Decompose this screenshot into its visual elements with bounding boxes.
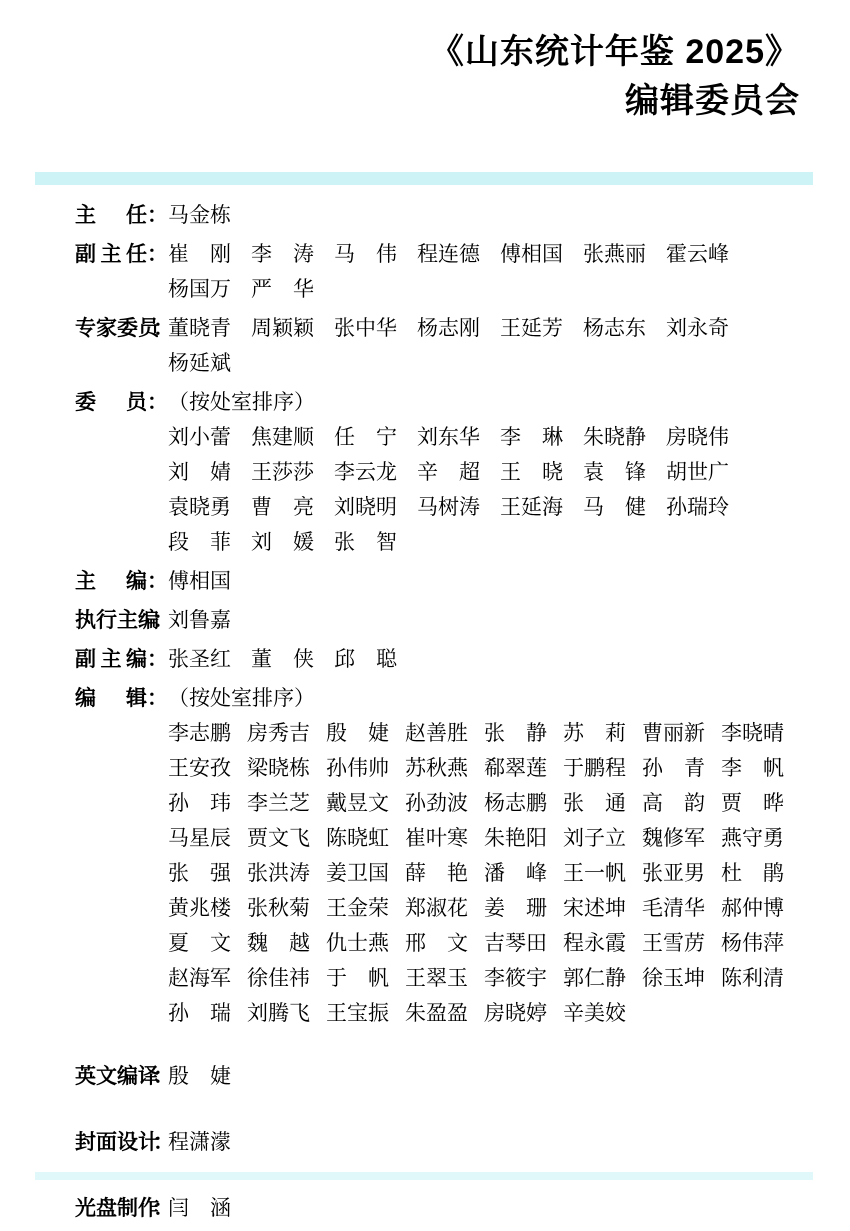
role-group-committee-members bbox=[75, 383, 815, 558]
role-row bbox=[75, 453, 815, 488]
top-accent-bar bbox=[35, 172, 813, 185]
role-row bbox=[75, 889, 815, 924]
person-name: 杨志鹏 bbox=[484, 790, 547, 815]
role-label-director bbox=[75, 199, 168, 229]
person-name: 殷婕 bbox=[168, 1064, 231, 1088]
role-label-colon: ： bbox=[147, 686, 168, 710]
person-name: 王翠玉 bbox=[405, 965, 468, 990]
person-name: 张洪涛 bbox=[247, 860, 310, 885]
person-name: 陈晓虹 bbox=[326, 825, 389, 850]
role-row bbox=[75, 854, 815, 889]
person-name: 马健 bbox=[583, 494, 646, 519]
person-name: 仇士燕 bbox=[326, 930, 389, 955]
person-name: 霍云峰 bbox=[666, 241, 729, 266]
role-row bbox=[75, 196, 815, 231]
person-name: 郑淑花 bbox=[405, 895, 468, 920]
person-name: 马伟 bbox=[334, 241, 397, 266]
person-name: 王宝振 bbox=[326, 1000, 389, 1025]
role-label-text: 副主任 bbox=[75, 242, 147, 266]
person-name: 房晓婷 bbox=[484, 1000, 547, 1025]
role-label-colon: ： bbox=[153, 608, 174, 632]
person-name: 张智 bbox=[334, 529, 397, 554]
role-row bbox=[75, 418, 815, 453]
role-label-english-translation bbox=[75, 1060, 174, 1090]
person-name: 崔刚 bbox=[168, 241, 231, 266]
person-name: 房秀吉 bbox=[247, 720, 310, 745]
person-name: 孙玮 bbox=[168, 790, 231, 815]
person-name: 孙青 bbox=[642, 755, 705, 780]
person-name: 马金栋 bbox=[168, 202, 231, 227]
role-row bbox=[75, 994, 815, 1029]
role-label-expert-committee bbox=[75, 312, 174, 342]
role-row bbox=[75, 383, 815, 418]
role-label-deputy-directors bbox=[75, 238, 168, 268]
person-name: 王一帆 bbox=[563, 860, 626, 885]
role-row bbox=[75, 749, 815, 784]
role-row bbox=[75, 959, 815, 994]
person-name: 曹丽新 bbox=[642, 720, 705, 745]
role-label-colon: ： bbox=[153, 1065, 174, 1088]
person-name: 曹亮 bbox=[251, 494, 314, 519]
person-name: 刘永奇 bbox=[666, 315, 729, 340]
person-name: 杨志刚 bbox=[417, 315, 480, 340]
role-group-executive-chief-editor bbox=[75, 601, 815, 636]
person-name: 袁锋 bbox=[583, 459, 646, 484]
person-name: 张中华 bbox=[334, 315, 397, 340]
person-name: 董晓青 bbox=[168, 315, 231, 340]
person-name: 贾文飞 bbox=[247, 825, 310, 850]
person-name: 闫涵 bbox=[168, 1196, 231, 1220]
sort-order-note: （按处室排序） bbox=[168, 389, 315, 414]
person-name: 王雪苈 bbox=[642, 930, 705, 955]
person-name: 严华 bbox=[251, 276, 314, 301]
role-label-colon: ： bbox=[147, 390, 168, 414]
role-label-executive-chief-editor bbox=[75, 604, 174, 634]
role-group-cover-design bbox=[75, 1121, 815, 1161]
person-name: 吉琴田 bbox=[484, 930, 547, 955]
role-row bbox=[75, 679, 815, 714]
person-name: 崔叶寒 bbox=[405, 825, 468, 850]
role-group-editors bbox=[75, 679, 815, 1029]
person-name: 黄兆楼 bbox=[168, 895, 231, 920]
role-label-committee-members bbox=[75, 386, 168, 416]
bottom-accent-bar bbox=[35, 1172, 813, 1180]
role-row bbox=[75, 819, 815, 854]
role-label-text: 副主编 bbox=[75, 647, 147, 671]
person-name: 张静 bbox=[484, 720, 547, 745]
role-label-colon: ： bbox=[153, 1197, 174, 1220]
person-name: 张燕丽 bbox=[583, 241, 646, 266]
role-group-cd-production bbox=[75, 1187, 815, 1227]
person-name: 任宁 bbox=[334, 424, 397, 449]
role-row bbox=[75, 523, 815, 558]
role-label-cd-production bbox=[75, 1192, 174, 1222]
role-row bbox=[75, 309, 815, 344]
person-name: 邱聪 bbox=[334, 646, 397, 671]
person-name: 李帆 bbox=[721, 755, 784, 780]
person-name: 贾晔 bbox=[721, 790, 784, 815]
person-name: 孙劲波 bbox=[405, 790, 468, 815]
person-name: 郭仁静 bbox=[563, 965, 626, 990]
person-name: 张秋菊 bbox=[247, 895, 310, 920]
person-name: 李晓晴 bbox=[721, 720, 784, 745]
person-name: 朱盈盈 bbox=[405, 1000, 468, 1025]
person-name: 程永霞 bbox=[563, 930, 626, 955]
person-name: 朱艳阳 bbox=[484, 825, 547, 850]
person-name: 程连德 bbox=[417, 241, 480, 266]
role-row bbox=[75, 924, 815, 959]
person-name: 刘鲁嘉 bbox=[168, 607, 231, 632]
role-group-expert-committee bbox=[75, 309, 815, 379]
role-row bbox=[75, 270, 815, 305]
person-name: 于鹏程 bbox=[563, 755, 626, 780]
person-name: 李筱宇 bbox=[484, 965, 547, 990]
person-name: 潘峰 bbox=[484, 860, 547, 885]
person-name: 苏秋燕 bbox=[405, 755, 468, 780]
person-name: 袁晓勇 bbox=[168, 494, 231, 519]
person-name: 燕守勇 bbox=[721, 825, 784, 850]
person-name: 刘媛 bbox=[251, 529, 314, 554]
person-name: 朱晓静 bbox=[583, 424, 646, 449]
person-name: 苏莉 bbox=[563, 720, 626, 745]
person-name: 刘东华 bbox=[417, 424, 480, 449]
person-name: 邢文 bbox=[405, 930, 468, 955]
person-name: 程潇濛 bbox=[168, 1130, 231, 1154]
role-row bbox=[75, 1055, 815, 1095]
person-name: 马树涛 bbox=[417, 494, 480, 519]
role-label-text: 光盘制作 bbox=[75, 1197, 159, 1220]
person-name: 傅相国 bbox=[168, 568, 231, 593]
person-name: 杨国万 bbox=[168, 276, 231, 301]
person-name: 于帆 bbox=[326, 965, 389, 990]
person-name: 徐玉坤 bbox=[642, 965, 705, 990]
role-label-text: 主编 bbox=[75, 569, 147, 593]
person-name: 戴昱文 bbox=[326, 790, 389, 815]
person-name: 夏文 bbox=[168, 930, 231, 955]
roles-list bbox=[75, 196, 815, 1231]
person-name: 殷婕 bbox=[326, 720, 389, 745]
person-name: 孙瑞玲 bbox=[666, 494, 729, 519]
person-name: 辛美姣 bbox=[563, 1000, 626, 1025]
person-name: 张强 bbox=[168, 860, 231, 885]
person-name: 王莎莎 bbox=[251, 459, 314, 484]
person-name: 刘子立 bbox=[563, 825, 626, 850]
person-name: 李琳 bbox=[500, 424, 563, 449]
person-name: 赵海军 bbox=[168, 965, 231, 990]
role-row bbox=[75, 640, 815, 675]
person-name: 陈利清 bbox=[721, 965, 784, 990]
person-name: 王金荣 bbox=[326, 895, 389, 920]
person-name: 魏越 bbox=[247, 930, 310, 955]
role-label-colon: ： bbox=[153, 1131, 174, 1154]
person-name: 郗翠莲 bbox=[484, 755, 547, 780]
role-label-text: 委员 bbox=[75, 390, 147, 414]
person-name: 孙伟帅 bbox=[326, 755, 389, 780]
role-group-deputy-chief-editors bbox=[75, 640, 815, 675]
role-label-cover-design bbox=[75, 1126, 174, 1156]
person-name: 孙瑞 bbox=[168, 1000, 231, 1025]
person-name: 段菲 bbox=[168, 529, 231, 554]
role-row bbox=[75, 488, 815, 523]
page-title bbox=[430, 28, 800, 126]
role-group-english-translation bbox=[75, 1055, 815, 1095]
person-name: 刘腾飞 bbox=[247, 1000, 310, 1025]
role-row bbox=[75, 344, 815, 379]
role-label-text: 编辑 bbox=[75, 686, 147, 710]
person-name: 张通 bbox=[563, 790, 626, 815]
person-name: 马星辰 bbox=[168, 825, 231, 850]
role-label-text: 封面设计 bbox=[75, 1131, 159, 1154]
role-row bbox=[75, 784, 815, 819]
person-name: 姜珊 bbox=[484, 895, 547, 920]
person-name: 姜卫国 bbox=[326, 860, 389, 885]
person-name: 李兰芝 bbox=[247, 790, 310, 815]
role-label-colon: ： bbox=[147, 569, 168, 593]
page-title-line1: 《山东统计年鉴 2025》 bbox=[429, 33, 800, 71]
role-row bbox=[75, 562, 815, 597]
role-label-chief-editor bbox=[75, 565, 168, 595]
person-name: 王安孜 bbox=[168, 755, 231, 780]
role-label-text: 主任 bbox=[75, 203, 147, 227]
role-row bbox=[75, 1121, 815, 1161]
role-label-deputy-chief-editors bbox=[75, 643, 168, 673]
person-name: 杨伟萍 bbox=[721, 930, 784, 955]
person-name: 王延海 bbox=[500, 494, 563, 519]
person-name: 王晓 bbox=[500, 459, 563, 484]
role-group-director bbox=[75, 196, 815, 231]
person-name: 董侠 bbox=[251, 646, 314, 671]
person-name: 徐佳祎 bbox=[247, 965, 310, 990]
person-name: 张亚男 bbox=[642, 860, 705, 885]
sort-order-note: （按处室排序） bbox=[168, 685, 315, 710]
person-name: 焦建顺 bbox=[251, 424, 314, 449]
role-label-colon: ： bbox=[147, 242, 168, 266]
role-label-text: 专家委员 bbox=[75, 316, 159, 340]
person-name: 王延芳 bbox=[500, 315, 563, 340]
person-name: 薛艳 bbox=[405, 860, 468, 885]
person-name: 周颖颖 bbox=[251, 315, 314, 340]
role-label-colon: ： bbox=[147, 647, 168, 671]
person-name: 辛超 bbox=[417, 459, 480, 484]
person-name: 房晓伟 bbox=[666, 424, 729, 449]
person-name: 傅相国 bbox=[500, 241, 563, 266]
person-name: 刘小蕾 bbox=[168, 424, 231, 449]
person-name: 宋述坤 bbox=[563, 895, 626, 920]
role-label-editors bbox=[75, 682, 168, 712]
role-row bbox=[75, 601, 815, 636]
role-row bbox=[75, 1187, 815, 1227]
role-label-colon: ： bbox=[147, 203, 168, 227]
person-name: 李云龙 bbox=[334, 459, 397, 484]
person-name: 梁晓栋 bbox=[247, 755, 310, 780]
person-name: 李志鹏 bbox=[168, 720, 231, 745]
role-row bbox=[75, 714, 815, 749]
person-name: 赵善胜 bbox=[405, 720, 468, 745]
person-name: 郝仲博 bbox=[721, 895, 784, 920]
person-name: 胡世广 bbox=[666, 459, 729, 484]
role-group-chief-editor bbox=[75, 562, 815, 597]
role-label-text: 执行主编 bbox=[75, 608, 159, 632]
person-name: 高韵 bbox=[642, 790, 705, 815]
person-name: 刘婧 bbox=[168, 459, 231, 484]
person-name: 魏修军 bbox=[642, 825, 705, 850]
person-name: 毛清华 bbox=[642, 895, 705, 920]
role-group-deputy-directors bbox=[75, 235, 815, 305]
page-title-line2: 编辑委员会 bbox=[625, 82, 800, 120]
person-name: 李涛 bbox=[251, 241, 314, 266]
person-name: 杨志东 bbox=[583, 315, 646, 340]
person-name: 刘晓明 bbox=[334, 494, 397, 519]
role-row bbox=[75, 235, 815, 270]
role-label-text: 英文编译 bbox=[75, 1065, 159, 1088]
person-name: 杨延斌 bbox=[168, 350, 231, 375]
role-label-colon: ： bbox=[153, 316, 174, 340]
person-name: 张圣红 bbox=[168, 646, 231, 671]
person-name: 杜鹃 bbox=[721, 860, 784, 885]
